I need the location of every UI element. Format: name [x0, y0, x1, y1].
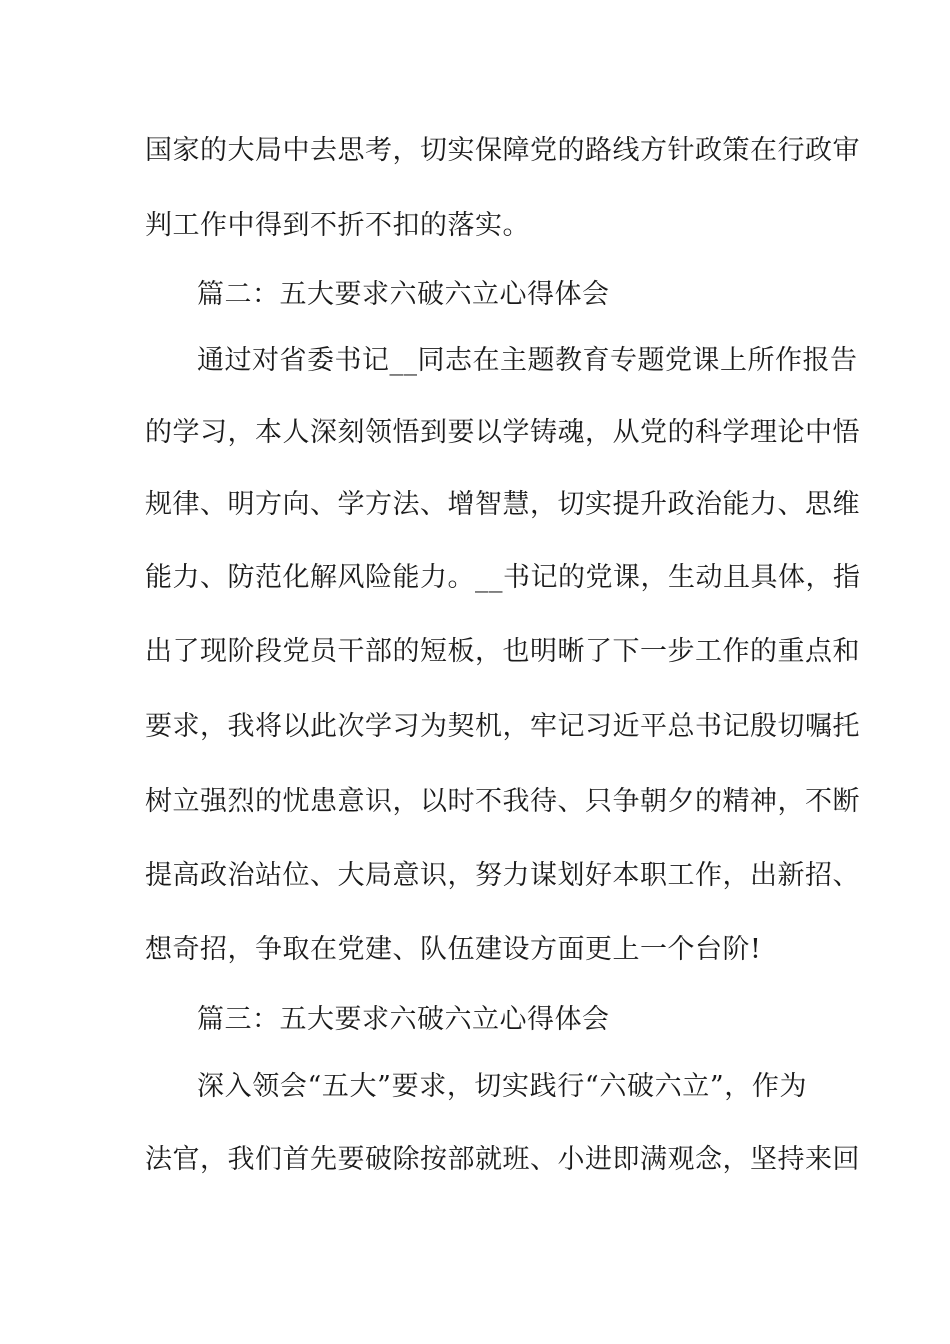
paragraph-line: 能力、防范化解风险能力。__书记的党课，生动且具体，指: [145, 562, 861, 593]
paragraph-line: 国家的大局中去思考，切实保障党的路线方针政策在行政审: [145, 135, 860, 166]
paragraph-line: 提高政治站位、大局意识，努力谋划好本职工作，出新招、: [145, 860, 860, 891]
paragraph-line: 通过对省委书记__同志在主题教育专题党课上所作报告: [197, 345, 858, 376]
section-heading: 篇三：五大要求六破六立心得体会: [197, 1004, 610, 1035]
paragraph-line: 要求，我将以此次学习为契机，牢记习近平总书记殷切嘱托: [145, 711, 860, 742]
section-heading: 篇二：五大要求六破六立心得体会: [197, 279, 610, 310]
paragraph-line: 想奇招，争取在党建、队伍建设方面更上一个台阶!: [145, 934, 762, 965]
paragraph-line: 的学习，本人深刻领悟到要以学铸魂，从党的科学理论中悟: [145, 417, 860, 448]
paragraph-line: 深入领会“五大”要求，切实践行“六破六立”，作为: [197, 1071, 807, 1102]
paragraph-line: 判工作中得到不折不扣的落实。: [145, 210, 530, 241]
paragraph-line: 规律、明方向、学方法、增智慧，切实提升政治能力、思维: [145, 489, 860, 520]
paragraph-line: 法官，我们首先要破除按部就班、小进即满观念，坚持来回: [145, 1144, 860, 1175]
paragraph-line: 出了现阶段党员干部的短板，也明晰了下一步工作的重点和: [145, 636, 860, 667]
paragraph-line: 树立强烈的忧患意识，以时不我待、只争朝夕的精神，不断: [145, 786, 860, 817]
